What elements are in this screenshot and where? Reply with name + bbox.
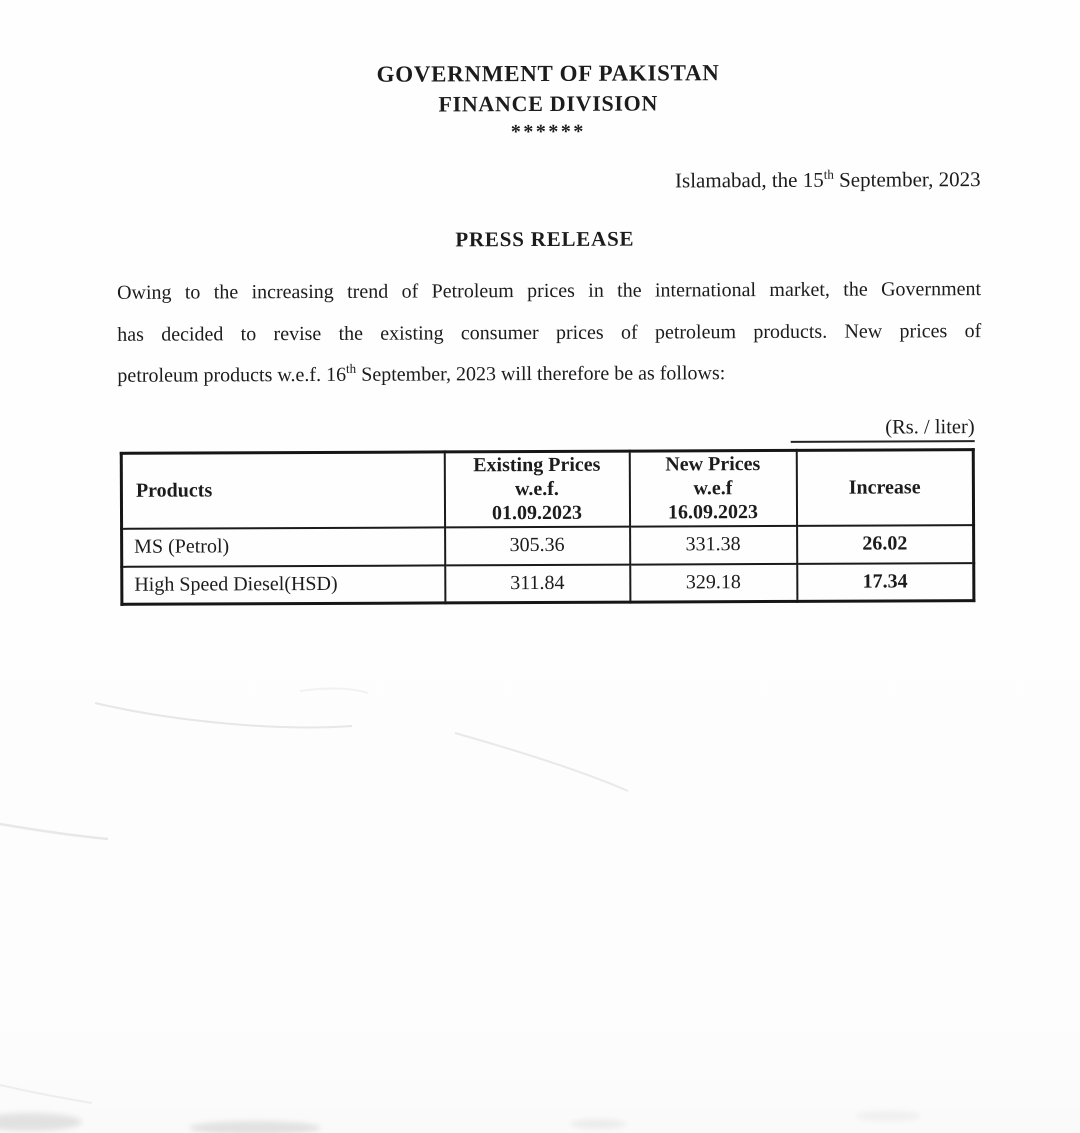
header-new-line-1: New Prices (665, 453, 761, 476)
header-new-prices (629, 450, 796, 526)
product-name: High Speed Diesel(HSD) (122, 565, 445, 604)
body-line-1: Owing to the increasing trend of Petroleum prices in the international market, the Government (117, 278, 982, 304)
ordinal-suffix: th (823, 166, 834, 182)
header-existing-prices (444, 451, 629, 527)
dateline (675, 167, 981, 193)
header-new-line-2: w.e.f (693, 477, 733, 500)
unit-note: (Rs. / liter) (791, 416, 975, 443)
header-increase: Increase (796, 450, 973, 526)
dateline-text: Islamabad, the 15 (674, 167, 824, 193)
product-name: MS (Petrol) (122, 527, 445, 566)
existing-price: 311.84 (445, 564, 630, 603)
body-paragraph (117, 269, 982, 398)
ordinal-suffix: th (346, 360, 357, 376)
existing-price: 305.36 (445, 526, 630, 565)
increase-value: 17.34 (797, 563, 974, 602)
header-existing-line-1: Existing Prices (473, 453, 601, 477)
dateline-text-end: September, 2023 (833, 167, 981, 192)
body-line-3-text-end: September, 2023 will therefore be as follows: (356, 362, 726, 386)
increase-value: 26.02 (797, 525, 974, 564)
division-title: FINANCE DIVISION (438, 90, 659, 117)
body-line-3 (117, 352, 981, 398)
document-header (18, 57, 1078, 147)
header-existing-line-3: 01.09.2023 (491, 502, 583, 525)
table-header-row (121, 450, 973, 529)
government-title: GOVERNMENT OF PAKISTAN (376, 60, 720, 87)
table-row (122, 525, 974, 567)
header-new-line-3: 16.09.2023 (667, 501, 759, 524)
press-release-heading: PRESS RELEASE (455, 226, 635, 252)
header-products: Products (121, 452, 444, 528)
header-existing-line-2: w.e.f. (514, 478, 559, 501)
new-price: 329.18 (630, 563, 797, 602)
body-line-3-text: petroleum products w.e.f. 16 (117, 363, 347, 387)
body-line-2: has decided to revise the existing consumer prices of petroleum products. New prices of (117, 319, 982, 346)
price-table (120, 448, 976, 606)
star-separator: ****** (510, 120, 586, 144)
table-row (122, 563, 974, 605)
new-price: 331.38 (630, 525, 797, 564)
